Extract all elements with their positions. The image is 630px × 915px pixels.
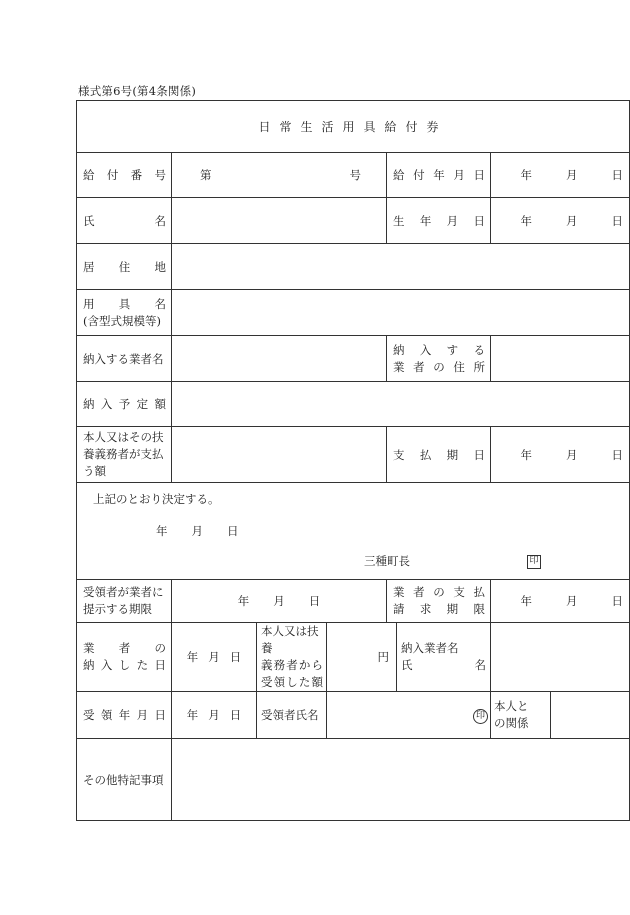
text-segment: 具 (118, 296, 131, 311)
decision-text: 上記のとおり決定する。 (93, 492, 220, 506)
text-segment: 月 (208, 650, 220, 664)
delivery-date-field (172, 623, 257, 692)
text-segment: 日 (611, 213, 623, 228)
text-segment: 入 (100, 397, 113, 411)
seal-stamp-icon: 印 (473, 709, 488, 724)
text-segment: か (298, 658, 311, 672)
text-segment: す (446, 342, 459, 357)
other-notes-field (172, 739, 630, 821)
text-segment: 納 (83, 397, 95, 411)
copay-amount-field (172, 427, 387, 483)
address-field (172, 244, 630, 290)
text-segment: 受 (261, 675, 273, 689)
text-segment: た (136, 658, 149, 672)
label-planned-amount (77, 382, 172, 427)
text-segment: 地 (154, 259, 166, 274)
voucher-title: 日常生活用具給付券 (77, 101, 630, 153)
text-segment: 業 (393, 585, 405, 599)
text-segment: 月 (566, 594, 578, 608)
benefit-date-field (491, 153, 630, 198)
text-segment: 氏 (83, 213, 95, 228)
text-segment: 住 (118, 259, 131, 274)
text-segment: し (286, 675, 298, 689)
text-segment: の (154, 641, 166, 655)
relationship-field (551, 692, 630, 739)
text-segment: 義 (261, 658, 273, 672)
text-segment: 期 (446, 602, 459, 616)
receipt-date-field (172, 692, 257, 739)
text-segment: 号 (154, 168, 166, 182)
text-segment: 年 (520, 447, 532, 462)
received-amount-field: 円 (327, 623, 397, 692)
text-segment: 払 (419, 447, 432, 462)
label-name (77, 198, 172, 244)
text-segment: 業 (83, 641, 95, 655)
number-suffix: 号 (349, 168, 361, 182)
label-vendor-name: 納入する業者名 (77, 336, 172, 382)
text-segment: 月 (191, 524, 203, 538)
label-other-notes: その他特記事項 (77, 739, 172, 821)
label-receipt-date (77, 692, 172, 739)
text-segment: 給 (83, 168, 95, 182)
text-segment: 予 (118, 397, 131, 411)
text-segment: 日 (229, 650, 242, 664)
text-segment: 住 (453, 359, 465, 374)
planned-amount-field (172, 382, 630, 427)
text-segment: た (298, 675, 311, 689)
text-segment: 領 (273, 675, 286, 689)
vendor-name-field (172, 336, 387, 382)
name-field (172, 198, 387, 244)
text-segment: 名 (154, 213, 166, 228)
text-segment: 支 (453, 585, 465, 599)
signer-title: 三種町長 (364, 554, 410, 568)
text-segment: 納 (83, 658, 95, 672)
text-segment: 月 (453, 168, 465, 182)
text-segment: 入 (419, 342, 432, 357)
text-segment: 日 (473, 213, 485, 228)
form-label: 様式第6号(第4条関係) (78, 84, 197, 98)
vendor-address-field (491, 336, 630, 382)
label-birth-date (387, 198, 491, 244)
label-vendor-claim-deadline (387, 580, 491, 623)
text-segment: 受 (83, 708, 95, 722)
label-item-name: 用 具 名 (含型式規模等) (77, 290, 172, 336)
number-prefix: 第 (200, 168, 212, 182)
text-segment: 名 (154, 296, 166, 311)
text-segment: 年 (520, 168, 532, 182)
label-received-amount: 本人又は扶養 義 務 者 か ら 受 領 し た 額 (257, 623, 327, 692)
label-address (77, 244, 172, 290)
text-segment: 請 (393, 602, 405, 616)
text-segment: 領 (100, 708, 113, 722)
text-segment: 年 (186, 708, 199, 722)
text-segment: 月 (446, 213, 459, 228)
delivering-vendor-field (491, 623, 630, 692)
receiver-name-field (327, 692, 491, 739)
text-segment: 日 (308, 594, 321, 608)
text-segment: 支 (393, 447, 405, 462)
text-segment: 年 (520, 213, 532, 228)
label-vendor-address (387, 336, 491, 382)
text-segment: 給 (393, 168, 405, 182)
text-segment: 日 (229, 708, 242, 722)
text-segment: 年 (237, 594, 250, 608)
text-segment: 額 (154, 397, 166, 411)
text-segment: 月 (566, 213, 578, 228)
text-segment: の (433, 585, 445, 599)
text-segment: 期 (446, 447, 459, 462)
payment-date-field (491, 427, 630, 483)
text-segment: 年 (433, 168, 445, 182)
text-segment: 者 (118, 641, 131, 655)
text-segment: 求 (419, 602, 432, 616)
label-benefit-date (387, 153, 491, 198)
text-segment: 月 (208, 708, 220, 722)
text-segment: 生 (393, 213, 405, 228)
birth-date-field (491, 198, 630, 244)
text-segment: 月 (566, 168, 578, 182)
text-segment: 日 (154, 658, 166, 672)
text-segment: 務 (273, 658, 286, 672)
text-segment: 月 (136, 708, 149, 722)
vendor-claim-deadline-field (491, 580, 630, 623)
text-segment: 付 (413, 168, 425, 182)
text-segment: 払 (473, 585, 485, 599)
label-presentation-deadline: 受領者が業者に 提示する期限 (77, 580, 172, 623)
text-segment: 年 (520, 594, 532, 608)
label-receiver-name: 受領者氏名 (257, 692, 327, 739)
text-segment: 日 (611, 168, 623, 182)
text-segment: 年 (156, 524, 168, 538)
text-segment: 限 (473, 602, 485, 616)
text-segment: の (433, 359, 445, 374)
text-segment: ら (311, 658, 323, 672)
label-delivering-vendor: 納入業者名 氏 名 (397, 623, 491, 692)
item-name-field (172, 290, 630, 336)
text-segment: 所 (473, 359, 485, 374)
text-segment: 日 (473, 447, 485, 462)
text-segment: 入 (100, 658, 113, 672)
text-segment: 氏 (401, 658, 413, 672)
text-segment: 者 (286, 658, 298, 672)
text-segment: 日 (611, 447, 623, 462)
text-segment: 者 (413, 359, 425, 374)
decision-block (77, 483, 630, 580)
text-segment: 居 (83, 259, 95, 274)
label-payment-date (387, 427, 491, 483)
text-segment: 納 (393, 342, 405, 357)
label-benefit-number (77, 153, 172, 198)
text-segment: 日 (611, 594, 623, 608)
text-segment: 額 (311, 675, 323, 689)
text-segment: る (473, 342, 485, 357)
text-segment: 業 (393, 359, 405, 374)
text-segment: 用 (83, 296, 95, 311)
text-segment: 日 (473, 168, 485, 182)
benefit-voucher-table (76, 100, 630, 821)
label-delivery-date (77, 623, 172, 692)
text-segment: 月 (566, 447, 578, 462)
text-segment: 年 (118, 708, 131, 722)
label-relationship: 本人と の関係 (491, 692, 551, 739)
text-segment: 名 (474, 658, 486, 672)
text-segment: 年 (186, 650, 199, 664)
text-segment: し (118, 658, 131, 672)
seal-stamp-icon: 印 (527, 552, 541, 569)
benefit-number-field (172, 153, 387, 198)
text-segment: 日 (154, 708, 166, 722)
label-copay-amount: 本人又はその扶 養義務者が支払 う額 (77, 427, 172, 483)
text-segment: 定 (136, 397, 149, 411)
text-segment: 年 (419, 213, 432, 228)
text-segment: 番 (130, 168, 143, 182)
presentation-deadline-field (172, 580, 387, 623)
text-segment: 日 (227, 524, 239, 538)
text-segment: 月 (273, 594, 285, 608)
decision-date (156, 523, 239, 539)
text-segment: 者 (413, 585, 425, 599)
text-segment: 付 (106, 168, 119, 182)
